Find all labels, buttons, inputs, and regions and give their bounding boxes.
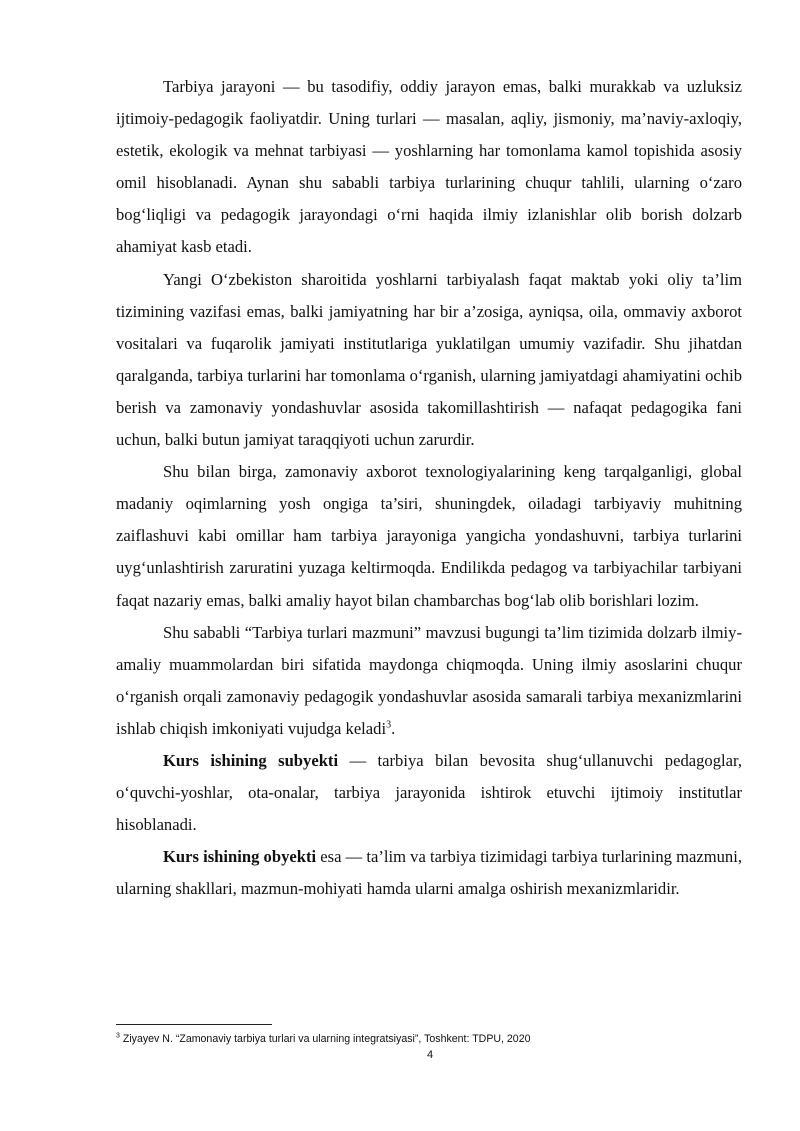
paragraph-4: [116, 617, 742, 745]
footnote-text: Ziyayev N. “Zamonaviy tarbiya turlari va ularning integratsiyasi”, Toshkent: TDPU, 2020: [119, 1033, 531, 1045]
paragraph-6-text: esa — ta’lim va tarbiya tizimidagi tarbiya turlarining mazmuni, ularning shakllari, mazmun-mohiyati hamda ularni amalga oshirish mexanizmlaridir.: [116, 847, 742, 899]
subject-heading: Kurs ishining subyekti: [163, 750, 339, 770]
paragraph-3: [116, 456, 742, 616]
body-text: [116, 71, 742, 905]
paragraph-1: [116, 71, 742, 264]
paragraph-5-text: — tarbiya bilan bevosita shug‘ullanuvchi pedagoglar, o‘quvchi-yoshlar, ota-onalar, tarbiya jarayonida ishtirok etuvchi ijtimoiy institutlar hisoblanadi.: [116, 750, 742, 835]
footnote-reference: 3: [386, 719, 392, 731]
paragraph-6: [116, 841, 742, 905]
paragraph-2-text: Yangi O‘zbekiston sharoitida yoshlarni tarbiyalash faqat maktab yoki oliy ta’lim tizimining vazifasi emas, balki jamiyatning har bir a’zosiga, ayniqsa, oila, ommaviy axborot vositalari va fuqarolik jamiyati institutlariga yuklatilgan umumiy vazifadir. Shu jihatdan qaralganda, tarbiya turlarini har tomonlama o‘rganish, ularning jamiyatdagi ahamiyatini ochib berish va zamonaviy yondashuvlar asosida takomillashtirish — nafaqat pedagogika fani uchun, balki butun jamiyat taraqqiyoti uchun zarurdir.: [116, 269, 742, 450]
footnote: [116, 1032, 756, 1046]
footnote-number: 3: [116, 1032, 120, 1040]
page-number: 4: [426, 1049, 434, 1061]
paragraph-4-tail: .: [391, 718, 396, 738]
paragraph-5: [116, 745, 742, 841]
paragraph-4-text: Shu sababli “Tarbiya turlari mazmuni” mavzusi bugungi ta’lim tizimida dolzarb ilmiy-amaliy muammolardan biri sifatida maydonga chiqmoqda. Uning ilmiy asoslarini chuqur o‘rganish orqali zamonaviy pedagogik yondashuvlar asosida samarali tarbiya mexanizmlarini ishlab chiqish imkoniyati vujudga keladi: [116, 622, 742, 738]
paragraph-3-text: Shu bilan birga, zamonaviy axborot texnologiyalarining keng tarqalganligi, global madaniy oqimlarning yosh ongiga ta’siri, shuningdek, oiladagi tarbiyaviy muhitning zaiflashuvi kabi omillar ham tarbiya jarayoniga yangicha yondashuvni, tarbiya turlarini uyg‘unlashtirish zaruratini yuzaga keltirmoqda. Endilikda pedagog va tarbiyachilar tarbiyani faqat nazariy emas, balki amaliy hayot bilan chambarchas bog‘lab olib borishlari lozim.: [116, 462, 742, 610]
paragraph-2: [116, 264, 742, 457]
footnote-separator: [116, 1024, 272, 1025]
object-heading: Kurs ishining obyekti: [163, 847, 317, 867]
paragraph-1-text: Tarbiya jarayoni — bu tasodifiy, oddiy jarayon emas, balki murakkab va uzluksiz ijtimoiy-pedagogik faoliyatdir. Uning turlari — masalan, aqliy, jismoniy, ma’naviy-axloqiy, estetik, ekologik va mehnat tarbiyasi — yoshlarning har tomonlama kamol topishida asosiy omil hisoblanadi. Aynan shu sababli tarbiya turlarining chuqur tahlili, ularning o‘zaro bog‘liqligi va pedagogik jarayondagi o‘rni haqida ilmiy izlanishlar olib borish dolzarb ahamiyat kasb etadi.: [116, 77, 742, 257]
